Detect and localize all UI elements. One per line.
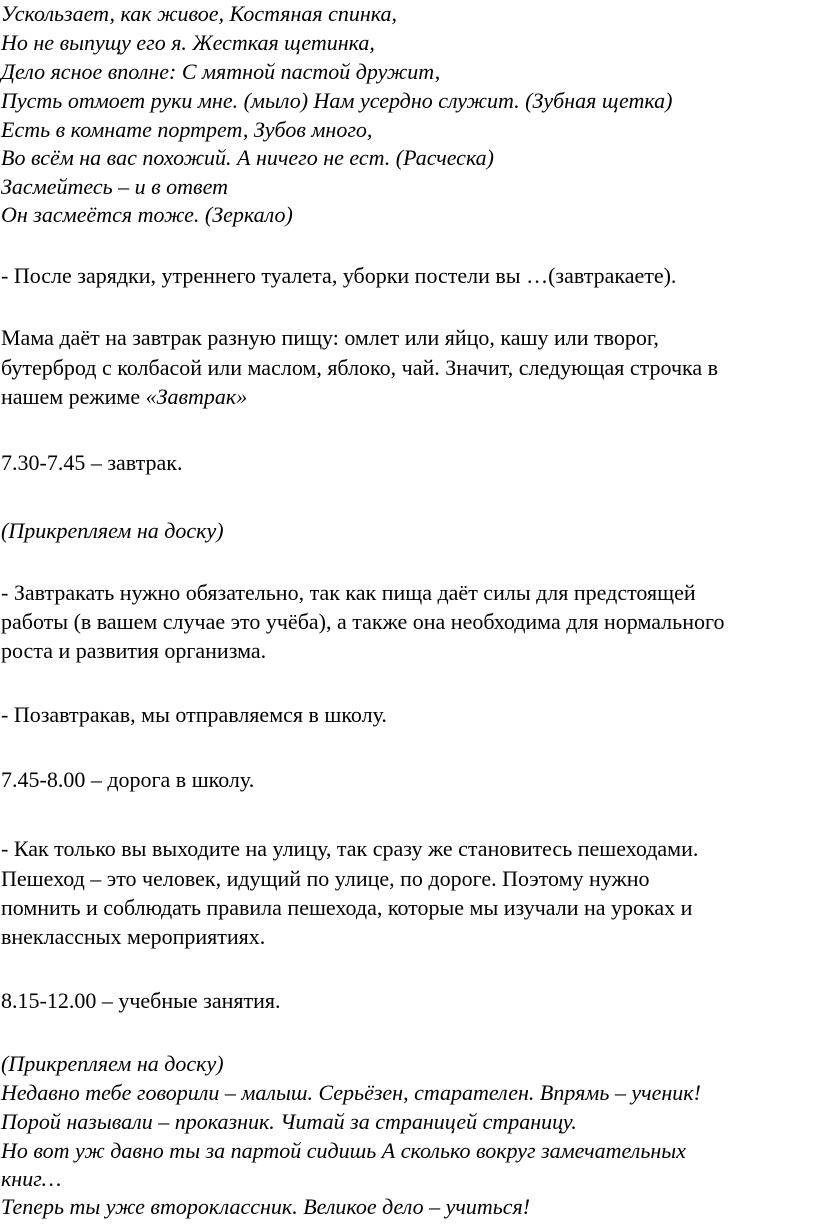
pedestrian-line-3: помнить и соблюдать правила пешехода, которые мы изучали на уроках и: [1, 895, 693, 920]
paragraph-to-school: - Позавтракав, мы отправляемся в школу.: [1, 702, 387, 727]
attach-board-note-1: (Прикрепляем на доску): [1, 518, 224, 543]
must-eat-line-3: роста и развития организма.: [1, 638, 267, 663]
breakfast-line-3: [1, 384, 247, 410]
schedule-lessons: 8.15-12.00 – учебные занятия.: [1, 988, 281, 1013]
poem1-line-1: Ускользает, как живое, Костяная спинка,: [1, 1, 398, 26]
must-eat-line-2: работы (в вашем случае это учёба), а также она необходима для нормального: [1, 609, 725, 634]
poem1-line-6: Во всём на вас похожий. А ничего не ест. (Расческа): [1, 145, 495, 170]
poem1-line-2: Но не выпущу его я. Жесткая щетинка,: [1, 30, 375, 55]
poem1-line-4: Пусть отмоет руки мне. (мыло) Нам усердно служит. (Зубная щетка): [1, 88, 673, 113]
poem1-line-8: Он засмеётся тоже. (Зеркало): [1, 202, 293, 227]
breakfast-term: «Завтрак»: [145, 384, 248, 409]
schedule-breakfast: 7.30-7.45 – завтрак.: [1, 450, 183, 475]
must-eat-line-1: - Завтракать нужно обязательно, так как пища даёт силы для предстоящей: [1, 580, 696, 605]
pedestrian-line-1: - Как только вы выходите на улицу, так сразу же становитесь пешеходами.: [1, 836, 699, 861]
poem2-line-3: Но вот уж давно ты за партой сидишь А сколько вокруг замечательных: [1, 1138, 686, 1163]
attach-board-note-2: (Прикрепляем на доску): [1, 1051, 224, 1076]
poem1-line-3: Дело ясное вполне: С мятной пастой дружит,: [1, 59, 441, 84]
poem2-line-2: Порой называли – проказник. Читай за страницей страницу.: [1, 1109, 577, 1134]
pedestrian-line-2: Пешеход – это человек, идущий по улице, по дороге. Поэтому нужно: [1, 866, 650, 891]
poem2-line-1: Недавно тебе говорили – малыш. Серьёзен, старателен. Впрямь – ученик!: [1, 1080, 701, 1105]
breakfast-line-3-text: нашем режиме: [1, 384, 146, 409]
poem2-line-5: Теперь ты уже второклассник. Великое дело – учиться!: [1, 1194, 531, 1219]
breakfast-line-1: Мама даёт на завтрак разную пищу: омлет или яйцо, кашу или творог,: [1, 325, 659, 350]
poem2-line-4: книг…: [1, 1166, 62, 1191]
breakfast-line-2: бутерброд с колбасой или маслом, яблоко, чай. Значит, следующая строчка в: [1, 355, 719, 380]
paragraph-after-toilet: - После зарядки, утреннего туалета, уборки постели вы …(завтракаете).: [1, 263, 677, 288]
poem1-line-5: Есть в комнате портрет, Зубов много,: [1, 117, 373, 142]
poem1-line-7: Засмейтесь – и в ответ: [1, 174, 228, 199]
pedestrian-line-4: внеклассных мероприятиях.: [1, 924, 266, 949]
schedule-road: 7.45-8.00 – дорога в школу.: [1, 767, 255, 792]
